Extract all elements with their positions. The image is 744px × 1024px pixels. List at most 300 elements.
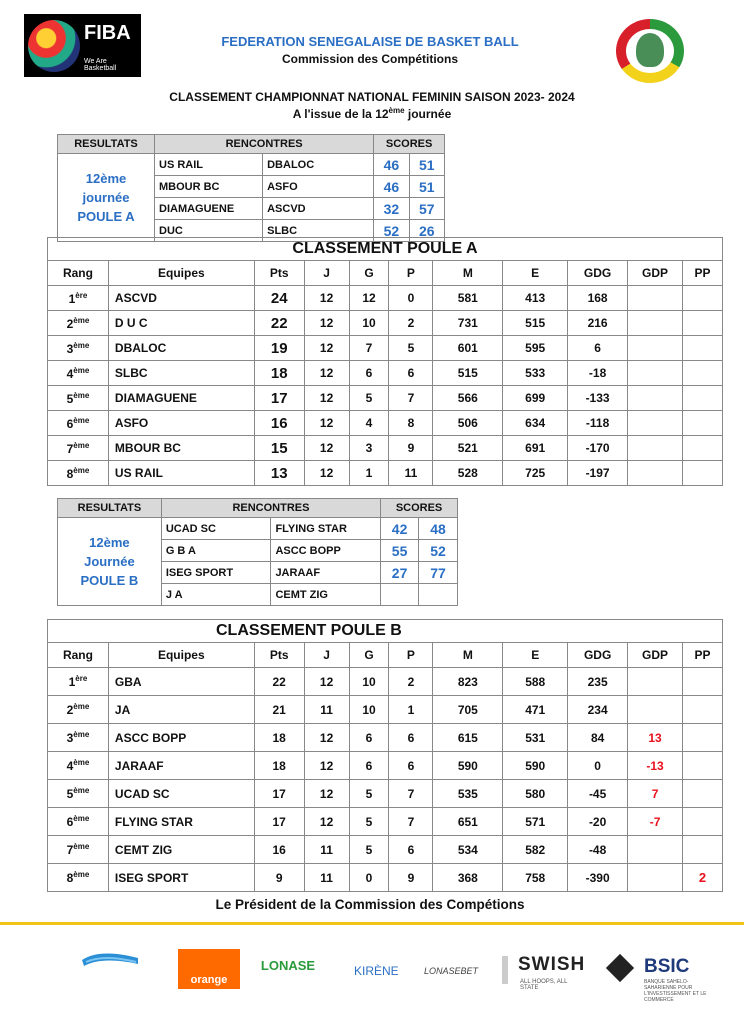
conceded: 634 <box>503 411 568 436</box>
fiba-wordmark: FIBA <box>84 22 131 44</box>
away-team: ASFO <box>263 176 374 198</box>
conceded: 691 <box>503 436 568 461</box>
lost: 9 <box>389 864 433 892</box>
gdp: -13 <box>628 752 683 780</box>
points: 22 <box>254 668 304 696</box>
gdg: 234 <box>568 696 628 724</box>
home-score: 46 <box>374 154 409 176</box>
rank-number: 2 <box>66 316 74 331</box>
conceded: 571 <box>503 808 568 836</box>
rank-sup: ème <box>73 870 90 879</box>
table-row <box>48 311 723 336</box>
rank-number: 4 <box>66 366 74 381</box>
won: 3 <box>349 436 389 461</box>
page-subtitle <box>40 106 704 121</box>
rank-number: 1 <box>68 291 76 306</box>
conceded: 582 <box>503 836 568 864</box>
team: UCAD SC <box>108 780 254 808</box>
bsic-text: BSIC <box>644 956 690 977</box>
played: 12 <box>304 461 349 486</box>
gdg: 0 <box>568 752 628 780</box>
team: CEMT ZIG <box>108 836 254 864</box>
played: 11 <box>304 864 349 892</box>
away-team: JARAAF <box>271 562 381 584</box>
col-header: Rang <box>48 261 109 286</box>
gdp: 13 <box>628 724 683 752</box>
bsic-sponsor-logo <box>608 954 708 1003</box>
conceded: 588 <box>503 668 568 696</box>
orange-sponsor-logo <box>178 949 240 989</box>
table-row <box>48 411 723 436</box>
standings-table-poule-a <box>47 237 723 486</box>
swish-text: SWISH <box>518 954 586 975</box>
lost: 1 <box>389 696 433 724</box>
lost: 9 <box>389 436 433 461</box>
gdg: -390 <box>568 864 628 892</box>
col-header: M <box>433 261 503 286</box>
gdp <box>628 311 683 336</box>
points: 18 <box>254 724 304 752</box>
gdg: -48 <box>568 836 628 864</box>
team: US RAIL <box>108 461 254 486</box>
conceded: 595 <box>503 336 568 361</box>
rank-number: 6 <box>66 416 74 431</box>
won: 5 <box>349 808 389 836</box>
pp <box>683 752 723 780</box>
gdg: 6 <box>568 336 628 361</box>
team: FLYING STAR <box>108 808 254 836</box>
rank-number: 5 <box>66 391 74 406</box>
points: 13 <box>254 461 304 486</box>
swish-tagline: ALL HOOPS, ALL STATE <box>520 979 568 991</box>
header-matches: RENCONTRES <box>155 135 374 154</box>
scored: 534 <box>433 836 503 864</box>
home-team: G B A <box>161 540 271 562</box>
gdg: 235 <box>568 668 628 696</box>
gdp: 7 <box>628 780 683 808</box>
played: 12 <box>304 361 349 386</box>
team: D U C <box>108 311 254 336</box>
played: 12 <box>304 411 349 436</box>
fiba-logo <box>24 14 141 77</box>
won: 10 <box>349 311 389 336</box>
results-table-poule-a <box>57 134 445 242</box>
conceded: 531 <box>503 724 568 752</box>
rank-sup: ème <box>73 730 90 739</box>
col-header: GDG <box>568 643 628 668</box>
rank <box>48 361 109 386</box>
rank-sup: ème <box>73 786 90 795</box>
rank-number: 5 <box>66 787 74 801</box>
lonasebet-sponsor-logo: LONASEBET <box>424 966 479 976</box>
conceded: 590 <box>503 752 568 780</box>
col-header: M <box>433 643 503 668</box>
pp <box>683 696 723 724</box>
pp <box>683 780 723 808</box>
rank-number: 7 <box>66 441 74 456</box>
played: 12 <box>304 752 349 780</box>
played: 12 <box>304 668 349 696</box>
bsic-diamond-icon <box>606 954 634 982</box>
won: 1 <box>349 461 389 486</box>
federation-name: FEDERATION SENEGALAISE DE BASKET BALL <box>221 34 519 49</box>
won: 10 <box>349 668 389 696</box>
away-team: ASCVD <box>263 198 374 220</box>
scored: 731 <box>433 311 503 336</box>
table-row <box>48 668 723 696</box>
away-team: FLYING STAR <box>271 518 381 540</box>
away-score: 51 <box>409 176 444 198</box>
pp <box>682 411 722 436</box>
team: JA <box>108 696 254 724</box>
points: 17 <box>254 780 304 808</box>
home-team: US RAIL <box>155 154 263 176</box>
swish-sponsor-logo <box>490 950 586 990</box>
scored: 581 <box>433 286 503 311</box>
col-header: J <box>304 643 349 668</box>
won: 4 <box>349 411 389 436</box>
kirene-sponsor-logo: KIRÈNE <box>354 964 399 978</box>
table-row <box>48 808 723 836</box>
rank <box>48 336 109 361</box>
rank-sup: ère <box>75 290 88 300</box>
standings-title: CLASSEMENT POULE B <box>48 620 723 643</box>
points: 17 <box>254 808 304 836</box>
gdg: -170 <box>568 436 628 461</box>
pp <box>682 286 722 311</box>
home-team: DIAMAGUENE <box>155 198 263 220</box>
col-header: Pts <box>254 643 304 668</box>
round-label <box>58 154 155 242</box>
basketball-globe-icon <box>28 20 80 72</box>
rank <box>48 864 109 892</box>
rank-sup: ème <box>73 390 90 400</box>
scored: 566 <box>433 386 503 411</box>
played: 12 <box>304 436 349 461</box>
points: 18 <box>254 361 304 386</box>
lost: 7 <box>389 780 433 808</box>
gdg: -45 <box>568 780 628 808</box>
gdp: -7 <box>628 808 683 836</box>
footer-divider <box>0 922 744 925</box>
home-score: 27 <box>381 562 419 584</box>
lost: 7 <box>389 808 433 836</box>
away-team: ASCC BOPP <box>271 540 381 562</box>
gdp <box>628 286 683 311</box>
pp <box>683 836 723 864</box>
standings-title: CLASSEMENT POULE A <box>48 238 723 261</box>
gdg: -18 <box>568 361 628 386</box>
rank-sup: ème <box>73 465 90 475</box>
home-team: DUC <box>155 220 263 242</box>
gdp <box>628 864 683 892</box>
pp <box>683 724 723 752</box>
team: JARAAF <box>108 752 254 780</box>
table-row <box>48 286 723 311</box>
pp: 2 <box>683 864 723 892</box>
played: 12 <box>304 336 349 361</box>
rank <box>48 311 109 336</box>
rank-sup: ème <box>73 315 90 325</box>
rank-number: 1 <box>68 675 76 689</box>
won: 6 <box>349 361 389 386</box>
col-header: GDP <box>628 261 683 286</box>
away-team: CEMT ZIG <box>271 584 381 606</box>
won: 5 <box>349 836 389 864</box>
gdp <box>628 436 683 461</box>
home-team: UCAD SC <box>161 518 271 540</box>
rank-number: 6 <box>66 815 74 829</box>
rank <box>48 286 109 311</box>
pp <box>683 808 723 836</box>
signature-line: Le Président de la Commission des Compétions <box>215 897 525 912</box>
home-score <box>381 584 419 606</box>
rank-sup: ème <box>73 340 90 350</box>
rank <box>48 836 109 864</box>
away-score: 57 <box>409 198 444 220</box>
team: GBA <box>108 668 254 696</box>
pp <box>682 361 722 386</box>
gdg: -133 <box>568 386 628 411</box>
scored: 823 <box>433 668 503 696</box>
round-label-line2: Journée <box>84 554 135 569</box>
scored: 506 <box>433 411 503 436</box>
lost: 2 <box>389 311 433 336</box>
table-row <box>48 461 723 486</box>
standings-table-poule-b <box>47 619 723 892</box>
gdg: -118 <box>568 411 628 436</box>
scored: 535 <box>433 780 503 808</box>
team: DBALOC <box>108 336 254 361</box>
gdp <box>628 461 683 486</box>
swish-mark-icon <box>502 956 508 984</box>
gdp <box>628 668 683 696</box>
team: ASCC BOPP <box>108 724 254 752</box>
orange-text: orange <box>190 974 228 986</box>
conceded: 725 <box>503 461 568 486</box>
points: 16 <box>254 411 304 436</box>
col-header: PP <box>682 261 722 286</box>
team: MBOUR BC <box>108 436 254 461</box>
rank-sup: ème <box>73 365 90 375</box>
rank <box>48 808 109 836</box>
points: 21 <box>254 696 304 724</box>
lost: 7 <box>389 386 433 411</box>
gdp <box>628 411 683 436</box>
won: 12 <box>349 286 389 311</box>
rank <box>48 752 109 780</box>
col-header: GDP <box>628 643 683 668</box>
table-row <box>48 724 723 752</box>
results-table-poule-b <box>57 498 458 606</box>
bsic-tagline: BANQUE SAHELO-SAHARIENNE POUR L'INVESTISSEMENT ET LE COMMERCE <box>644 979 707 1003</box>
won: 5 <box>349 780 389 808</box>
table-row <box>48 436 723 461</box>
lost: 5 <box>389 336 433 361</box>
col-header: P <box>389 261 433 286</box>
gdg: -197 <box>568 461 628 486</box>
team: DIAMAGUENE <box>108 386 254 411</box>
gdg: -20 <box>568 808 628 836</box>
away-score: 26 <box>409 220 444 242</box>
commission-name: Commission des Compétitions <box>281 52 459 66</box>
rank-sup: ème <box>73 415 90 425</box>
poule-b-rows <box>48 668 723 892</box>
rank-sup: ème <box>73 758 90 767</box>
conceded: 758 <box>503 864 568 892</box>
pp <box>682 461 722 486</box>
gdg: 168 <box>568 286 628 311</box>
rank-number: 7 <box>66 843 74 857</box>
scored: 368 <box>433 864 503 892</box>
lonase-sponsor-logo: LONASE <box>260 958 316 973</box>
conceded: 471 <box>503 696 568 724</box>
col-header: Equipes <box>108 261 254 286</box>
lost: 0 <box>389 286 433 311</box>
table-row <box>48 836 723 864</box>
table-row <box>48 780 723 808</box>
rank-number: 8 <box>66 466 74 481</box>
won: 6 <box>349 724 389 752</box>
points: 19 <box>254 336 304 361</box>
fsbb-emblem <box>616 19 684 83</box>
conceded: 533 <box>503 361 568 386</box>
home-team: ISEG SPORT <box>161 562 271 584</box>
home-score: 46 <box>374 176 409 198</box>
home-score: 32 <box>374 198 409 220</box>
points: 22 <box>254 311 304 336</box>
col-header: E <box>503 261 568 286</box>
scored: 651 <box>433 808 503 836</box>
header-results: RESULTATS <box>58 135 155 154</box>
scored: 590 <box>433 752 503 780</box>
col-header: P <box>389 643 433 668</box>
home-score: 55 <box>381 540 419 562</box>
col-header: Rang <box>48 643 109 668</box>
round-label <box>58 518 162 606</box>
pp <box>682 311 722 336</box>
home-score: 42 <box>381 518 419 540</box>
conceded: 515 <box>503 311 568 336</box>
gdp <box>628 336 683 361</box>
col-header: GDG <box>568 261 628 286</box>
away-score: 52 <box>419 540 458 562</box>
home-team: MBOUR BC <box>155 176 263 198</box>
played: 11 <box>304 836 349 864</box>
subtitle-suffix: journée <box>404 107 452 121</box>
lost: 6 <box>389 724 433 752</box>
sponsor-wave-logo <box>80 946 140 970</box>
header-results: RESULTATS <box>58 499 162 518</box>
col-header: J <box>304 261 349 286</box>
played: 12 <box>304 808 349 836</box>
won: 10 <box>349 696 389 724</box>
won: 0 <box>349 864 389 892</box>
gdp <box>628 361 683 386</box>
header-scores: SCORES <box>381 499 458 518</box>
team: SLBC <box>108 361 254 386</box>
gdp <box>628 696 683 724</box>
poule-a-rows <box>48 286 723 486</box>
away-score: 48 <box>419 518 458 540</box>
round-label-line3: POULE A <box>77 209 135 224</box>
points: 9 <box>254 864 304 892</box>
table-row <box>48 361 723 386</box>
rank-sup: ère <box>75 674 88 683</box>
pp <box>682 436 722 461</box>
rank-number: 8 <box>66 871 74 885</box>
col-header: PP <box>683 643 723 668</box>
pp <box>682 386 722 411</box>
lost: 6 <box>389 361 433 386</box>
gdp <box>628 386 683 411</box>
lost: 6 <box>389 836 433 864</box>
rank-number: 3 <box>66 731 74 745</box>
subtitle-prefix: A l'issue de la 12 <box>292 107 389 121</box>
played: 11 <box>304 696 349 724</box>
conceded: 580 <box>503 780 568 808</box>
lost: 8 <box>389 411 433 436</box>
gdg: 84 <box>568 724 628 752</box>
pp <box>682 336 722 361</box>
round-label-line3: POULE B <box>80 573 139 588</box>
points: 17 <box>254 386 304 411</box>
rank-number: 2 <box>66 703 74 717</box>
round-label-line1: 12ème <box>85 171 127 186</box>
col-header: G <box>349 643 389 668</box>
played: 12 <box>304 780 349 808</box>
table-row <box>48 696 723 724</box>
played: 12 <box>304 311 349 336</box>
conceded: 413 <box>503 286 568 311</box>
points: 18 <box>254 752 304 780</box>
rank-number: 3 <box>66 341 74 356</box>
lost: 6 <box>389 752 433 780</box>
scored: 601 <box>433 336 503 361</box>
scored: 528 <box>433 461 503 486</box>
fiba-tagline: We Are Basketball <box>84 58 117 72</box>
header-scores: SCORES <box>374 135 445 154</box>
won: 7 <box>349 336 389 361</box>
col-header: E <box>503 643 568 668</box>
rank <box>48 696 109 724</box>
gdp <box>628 836 683 864</box>
away-score: 77 <box>419 562 458 584</box>
rank <box>48 386 109 411</box>
rank <box>48 411 109 436</box>
team: ASFO <box>108 411 254 436</box>
rank-sup: ème <box>73 440 90 450</box>
away-score <box>419 584 458 606</box>
rank-sup: ème <box>73 814 90 823</box>
team: ISEG SPORT <box>108 864 254 892</box>
header-matches: RENCONTRES <box>161 499 380 518</box>
gdg: 216 <box>568 311 628 336</box>
subtitle-sup: ème <box>388 106 405 115</box>
table-row <box>48 864 723 892</box>
won: 5 <box>349 386 389 411</box>
table-row <box>48 752 723 780</box>
home-team: J A <box>161 584 271 606</box>
rank <box>48 436 109 461</box>
played: 12 <box>304 286 349 311</box>
col-header: Equipes <box>108 643 254 668</box>
played: 12 <box>304 386 349 411</box>
round-label-line2: journée <box>82 190 130 205</box>
rank-sup: ème <box>73 702 90 711</box>
points: 24 <box>254 286 304 311</box>
scored: 705 <box>433 696 503 724</box>
